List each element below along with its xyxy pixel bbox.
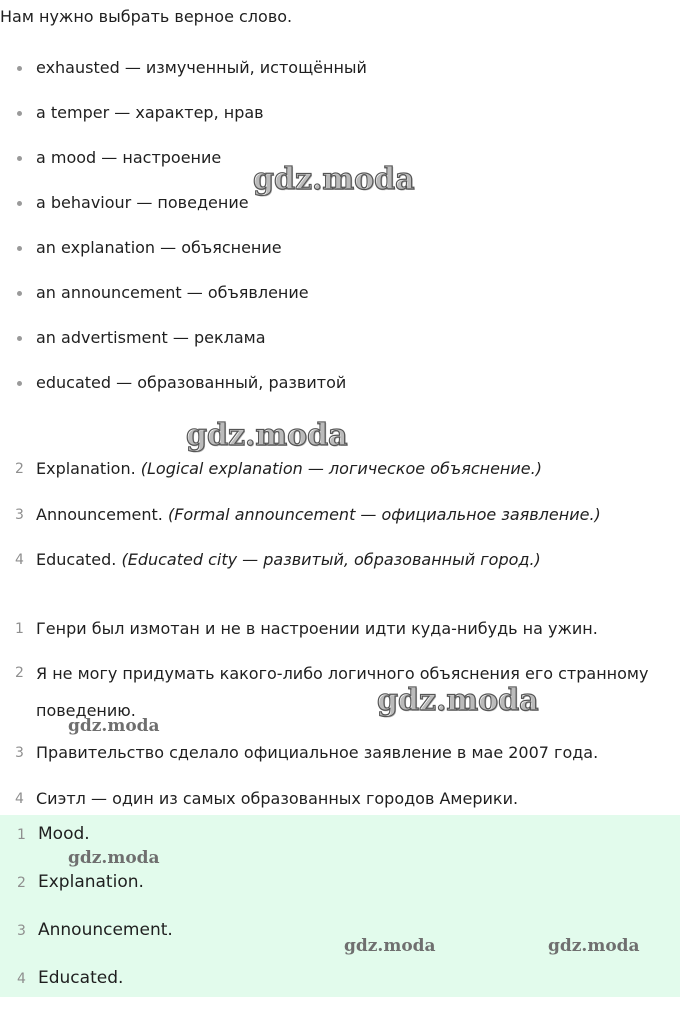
bullet-icon	[17, 66, 22, 71]
explanation-word: Explanation.	[36, 459, 136, 478]
intro-text: Нам нужно выбрать верное слово.	[0, 7, 293, 26]
bullet-icon	[17, 336, 22, 341]
vocab-item: exhausted — измученный, истощённый	[0, 57, 680, 81]
answer-item: 3 Announcement.	[17, 920, 173, 940]
bullet-icon	[17, 381, 22, 386]
watermark: gdz.moda	[344, 936, 436, 956]
bullet-icon	[17, 291, 22, 296]
watermark: gdz.moda	[68, 716, 160, 736]
vocab-item: a temper — характер, нрав	[0, 102, 680, 126]
explanation-word: Educated.	[36, 550, 117, 569]
watermark: gdz.moda	[377, 683, 539, 718]
answer-item: 1 Mood.	[17, 824, 90, 844]
bullet-icon	[17, 111, 22, 116]
vocab-item: an advertisment — реклама	[0, 327, 680, 351]
explanation-note: (Educated city — развитый, образованный город.)	[121, 550, 541, 569]
vocab-item: an announcement — объявление	[0, 282, 680, 306]
explanation-word: Announcement.	[36, 505, 163, 524]
vocab-item: a behaviour — поведение	[0, 192, 680, 216]
vocab-item: an explanation — объяснение	[0, 237, 680, 261]
bullet-icon	[17, 246, 22, 251]
explanation-note: (Formal announcement — официальное заявление.)	[167, 505, 601, 524]
bullet-icon	[17, 201, 22, 206]
vocab-item: educated — образованный, развитой	[0, 372, 680, 396]
answers-panel	[0, 815, 680, 997]
watermark: gdz.moda	[548, 936, 640, 956]
bullet-icon	[17, 156, 22, 161]
answer-item: 2 Explanation.	[17, 872, 144, 892]
watermark: gdz.moda	[253, 162, 415, 197]
explanation-note: (Logical explanation — логическое объяснение.)	[140, 459, 542, 478]
watermark: gdz.moda	[68, 848, 160, 868]
watermark: gdz.moda	[186, 418, 348, 453]
vocab-item: a mood — настроение	[0, 147, 680, 171]
answer-item: 4 Educated.	[17, 968, 124, 988]
